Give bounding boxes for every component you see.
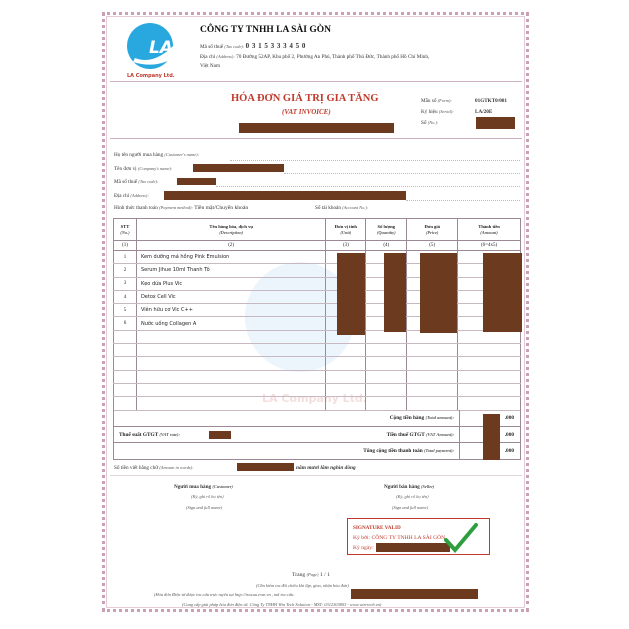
total-payment-label: Tổng cộng tiền thanh toán (Total payment):	[363, 448, 454, 454]
footer-line-1: (Cần kiểm tra đối chiếu khi lập, giao, nhận hóa đơn)	[256, 583, 349, 588]
vat-rate-label: Thuế suất GTGT (VAT rate):	[119, 431, 180, 438]
row-description: Kem dưỡng má hồng Pink Emulsion	[136, 251, 325, 264]
items-table	[113, 218, 521, 411]
account-label: Số tài khoản (Account No.):	[315, 205, 369, 211]
logo-caption: LA Company Ltd.	[127, 73, 175, 79]
row-cell	[407, 370, 458, 383]
table-row	[114, 383, 521, 396]
redacted-address	[164, 191, 406, 200]
row-cell	[458, 357, 521, 370]
idx: (6=4x5)	[458, 241, 521, 251]
row-no: 6	[114, 317, 137, 330]
row-description: Kẹo dứa Plus Vic	[136, 277, 325, 290]
table-row	[114, 397, 521, 410]
table-row	[114, 304, 521, 317]
signature-valid-label: SIGNATURE VALID	[353, 525, 401, 531]
row-cell	[366, 357, 407, 370]
row-cell	[407, 344, 458, 357]
row-cell	[458, 344, 521, 357]
company-logo	[125, 22, 180, 70]
invoice-subtitle: (VAT INVOICE)	[282, 108, 331, 116]
idx: (3)	[326, 241, 366, 251]
redacted-amount-column	[483, 253, 522, 332]
vat-row	[113, 427, 521, 444]
redacted-invoice-no	[476, 117, 515, 129]
table-row	[114, 370, 521, 383]
invoice-title: HÓA ĐƠN GIÁ TRỊ GIA TĂNG	[231, 93, 379, 104]
seller-sign-vi: (Ký, ghi rõ họ tên)	[396, 494, 429, 499]
company-field	[284, 173, 520, 174]
label: Mã số thuế	[200, 44, 224, 50]
company-name: CÔNG TY TNHH LA SÀI GÒN	[200, 25, 332, 35]
redacted-price-column	[420, 253, 457, 333]
row-description: Serum Jihue 10ml Thanh Tô	[136, 264, 325, 277]
row-cell	[407, 397, 458, 410]
table-row	[114, 357, 521, 370]
vat-amount: .000	[504, 431, 514, 438]
col-no: STT (No.)	[114, 219, 137, 241]
divider	[110, 81, 522, 82]
buyer-sign-en: (Sign and full name)	[186, 505, 222, 510]
table-row	[114, 344, 521, 357]
col-description: Tên hàng hóa, dịch vụ (Description)	[136, 219, 325, 241]
seller-sign-en: (Sign and full name)	[392, 505, 428, 510]
divider	[110, 475, 522, 476]
form-value: 01GTKT0/001	[475, 98, 507, 104]
footer-line-2: (Hóa đơn Điện tử được tra cứu trực tuyến tại http://tracuu.evat.vn , mã tra cứu:	[154, 592, 295, 597]
table-row	[114, 330, 521, 343]
payment-label: Hình thức thanh toán (Payment method): Tiền mặt/Chuyển khoản	[114, 205, 249, 211]
footer-line-3: (Cung cấp giải pháp hóa đơn điện tử: Công Ty TNHH Win Tech Solution - MST: 0312303803 - www.win-tech.vn)	[182, 602, 382, 607]
row-cell	[458, 330, 521, 343]
redacted-signed-date	[376, 543, 450, 552]
row-description	[136, 330, 325, 343]
form-label: Mẫu số (Form):	[421, 98, 452, 104]
divider	[110, 138, 522, 139]
seller-sign-title: Người bán hàng (Seller)	[384, 484, 435, 490]
row-description	[136, 397, 325, 410]
row-no	[114, 397, 137, 410]
row-cell	[366, 370, 407, 383]
row-cell	[366, 330, 407, 343]
redacted-quantity-column	[384, 253, 406, 332]
label-en: (Address):	[216, 54, 235, 59]
address-field	[406, 200, 520, 201]
vat-amount-label: Tiền thuế GTGT (VAT Amount):	[386, 431, 454, 438]
col-price: Đơn giá (Price)	[407, 219, 458, 241]
table-row	[114, 277, 521, 290]
total-payment-row	[113, 443, 521, 460]
row-cell	[326, 357, 366, 370]
total-amount: .000	[504, 415, 514, 421]
row-cell	[366, 344, 407, 357]
signed-date-label: Ký ngày:	[353, 545, 374, 551]
amount-words: năm mươi lăm nghìn đồng	[296, 465, 356, 471]
payment-method: Tiền mặt/Chuyển khoản	[194, 205, 249, 211]
row-cell	[458, 383, 521, 396]
redacted-lookup-code	[351, 589, 478, 599]
row-cell	[458, 397, 521, 410]
row-description	[136, 383, 325, 396]
col-quantity: Số lượng (Quantity)	[366, 219, 407, 241]
redacted-totals	[483, 414, 500, 460]
idx: (5)	[407, 241, 458, 251]
row-description	[136, 344, 325, 357]
row-description: Nước uống Collagen A	[136, 317, 325, 330]
company-address-row	[200, 54, 429, 60]
row-no: 4	[114, 290, 137, 303]
row-cell	[326, 383, 366, 396]
redacted-invoice-code	[239, 123, 394, 133]
signed-by: Ký bởi: CÔNG TY TNHH LA SÀI GÒN	[353, 535, 446, 541]
column-index-row	[114, 241, 521, 251]
company-name-label: Tên đơn vị (Company's name):	[114, 166, 173, 172]
row-no: 2	[114, 264, 137, 277]
check-icon	[444, 523, 478, 553]
row-no	[114, 383, 137, 396]
table-row	[114, 264, 521, 277]
signature-valid-box[interactable]	[347, 518, 490, 555]
row-cell	[326, 344, 366, 357]
amount-words-label: Số tiền viết bằng chữ (Amount in words):	[114, 465, 194, 471]
tax-code-label: Mã số thuế (Tax code):	[114, 179, 159, 185]
customer-name-label: Họ tên người mua hàng (Customer's name):	[114, 152, 200, 158]
row-no: 3	[114, 277, 137, 290]
row-cell	[366, 383, 407, 396]
total-payment: .000	[504, 448, 514, 454]
label-en: (Tax code):	[224, 44, 245, 49]
page-number: Trang (Page) 1 / 1	[292, 572, 330, 578]
label: Địa chỉ	[200, 54, 216, 60]
table-header	[114, 219, 521, 241]
row-no	[114, 330, 137, 343]
redacted-company	[193, 164, 284, 172]
redacted-amount-words	[237, 463, 294, 471]
table-row	[114, 317, 521, 330]
row-no	[114, 370, 137, 383]
idx: (4)	[366, 241, 407, 251]
row-cell	[458, 370, 521, 383]
row-cell	[326, 397, 366, 410]
customer-name-field	[230, 160, 520, 161]
address-label: Địa chỉ (Address):	[114, 193, 149, 199]
tax-code-field	[216, 186, 520, 187]
row-cell	[366, 397, 407, 410]
row-no	[114, 357, 137, 370]
row-description	[136, 370, 325, 383]
total-label: Cộng tiền hàng (Total amount):	[389, 415, 454, 421]
row-cell	[326, 370, 366, 383]
svg-text:LA: LA	[149, 38, 173, 58]
row-description: Viên hữu cơ Vic C++	[136, 304, 325, 317]
company-tax-code: 0 3 1 5 3 3 3 4 5 0	[245, 42, 306, 50]
company-address-2: Việt Nam	[200, 63, 220, 69]
row-no: 5	[114, 304, 137, 317]
col-unit: Đơn vị tính (Unit)	[326, 219, 366, 241]
row-no: 1	[114, 251, 137, 264]
redacted-unit-column	[337, 253, 365, 335]
buyer-sign-title: Người mua hàng (Customer)	[174, 484, 233, 490]
serial-label: Ký hiệu (Serial):	[421, 109, 454, 115]
row-description	[136, 357, 325, 370]
company-address: 70 Đường 52AP, Khu phố 2, Phường An Phú, Thành phố Thủ Đức, Thành phố Hồ Chí Minh,	[236, 54, 430, 60]
logo-icon	[125, 22, 180, 70]
redacted-tax-code	[177, 178, 216, 185]
idx: (1)	[114, 241, 137, 251]
idx: (2)	[136, 241, 325, 251]
redacted-vat-rate	[209, 431, 231, 439]
row-description: Detox Cell Vic	[136, 290, 325, 303]
no-label: Số (No.):	[421, 120, 439, 126]
table-row	[114, 251, 521, 264]
buyer-sign-vi: (Ký, ghi rõ họ tên)	[191, 494, 224, 499]
row-cell	[407, 357, 458, 370]
total-amount-row	[113, 410, 521, 427]
row-no	[114, 344, 137, 357]
serial-value: LA/20E	[475, 109, 493, 115]
watermark-text: LA Company Ltd.	[262, 392, 367, 405]
row-cell	[407, 383, 458, 396]
col-amount: Thành tiền (Amount)	[458, 219, 521, 241]
table-row	[114, 290, 521, 303]
company-tax-row	[200, 42, 306, 50]
